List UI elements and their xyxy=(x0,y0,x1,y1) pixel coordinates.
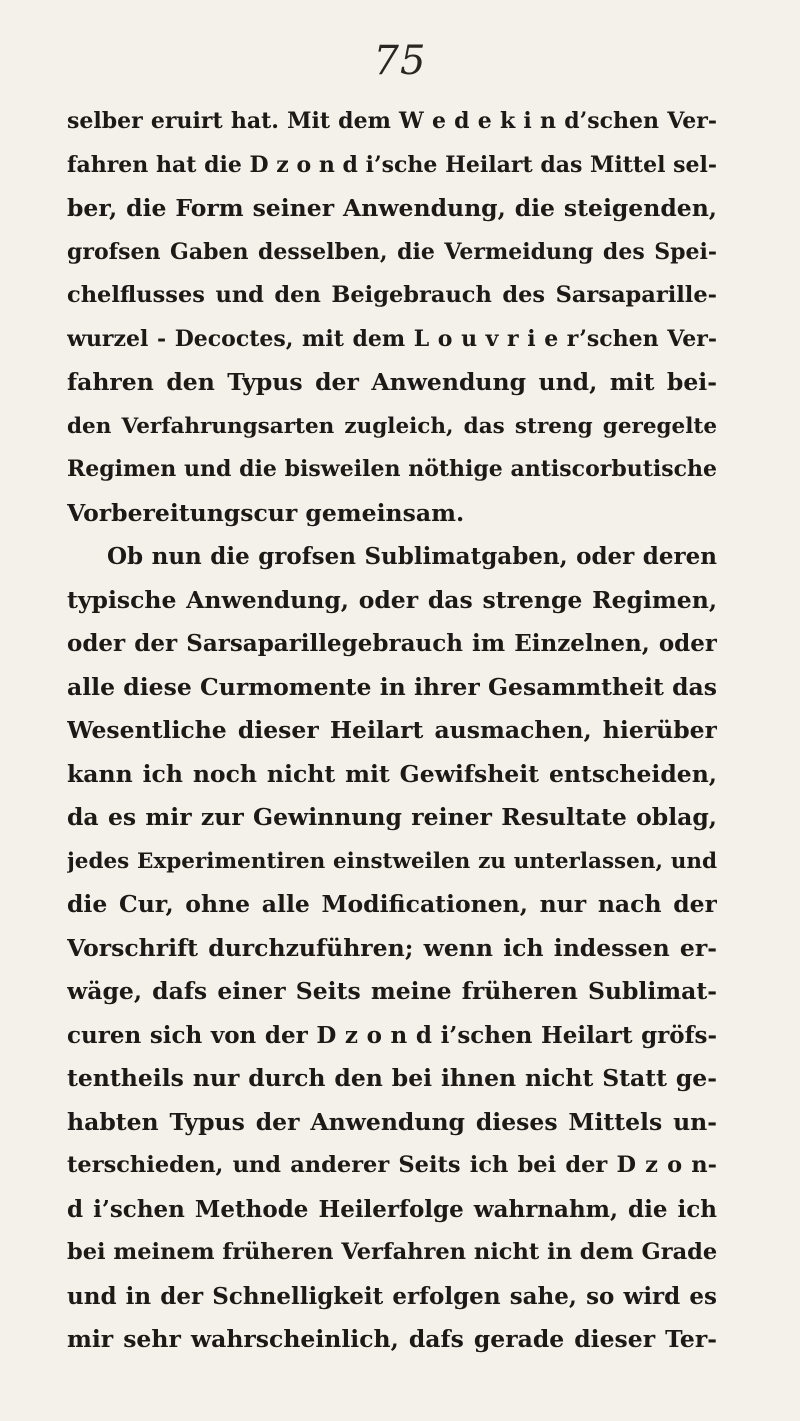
text-line: den Verfahrungsarten zugleich, das streng geregelte xyxy=(67,413,717,439)
text-line: curen sich von der D z o n d i’schen Heilart gröfs- xyxy=(67,1021,717,1049)
text-line: habten Typus der Anwendung dieses Mittels un- xyxy=(67,1107,717,1136)
text-line: Wesentliche dieser Heilart ausmachen, hierüber xyxy=(67,716,717,744)
text-line: fahren den Typus der Anwendung und, mit bei- xyxy=(67,368,717,396)
text-line: tentheils nur durch den bei ihnen nicht Statt ge- xyxy=(67,1064,717,1092)
text-line: grofsen Gaben desselben, die Vermeidung des Spei- xyxy=(67,238,717,265)
text-line: wurzel - Decoctes, mit dem L o u v r i e r’schen Ver- xyxy=(67,325,717,352)
text-line: und in der Schnelligkeit erfolgen sahe, so wird es xyxy=(67,1282,717,1310)
text-line: selber eruirt hat. Mit dem W e d e k i n d’schen Ver- xyxy=(67,108,717,134)
text-line: alle diese Curmomente in ihrer Gesammtheit das xyxy=(67,672,717,701)
text-line: ber, die Form seiner Anwendung, die steigenden, xyxy=(67,194,717,222)
text-line: fahren hat die D z o n d i’sche Heilart das Mittel sel- xyxy=(67,151,717,178)
body-text xyxy=(67,100,717,1362)
text-line: Vorbereitungscur gemeinsam. xyxy=(67,498,465,527)
paragraph-2 xyxy=(67,535,717,1362)
text-line: chelflusses und den Beigebrauch des Sarsaparille- xyxy=(67,282,717,308)
text-line: typische Anwendung, oder das strenge Regimen, xyxy=(67,585,717,614)
text-line: Regimen und die bisweilen nöthige antiscorbutische xyxy=(67,456,717,482)
page-number: 75 xyxy=(373,38,427,84)
text-line: da es mir zur Gewinnung reiner Resultate oblag, xyxy=(67,803,717,831)
text-line: bei meinem früheren Verfahren nicht in dem Grade xyxy=(67,1239,717,1265)
text-line: jedes Experimentiren einstweilen zu unterlassen, und xyxy=(67,848,717,874)
text-line: wäge, dafs einer Seits meine früheren Sublimat- xyxy=(67,977,717,1005)
text-line: d i’schen Methode Heilerfolge wahrnahm, die ich xyxy=(67,1195,717,1223)
text-line: Ob nun die grofsen Sublimatgaben, oder deren xyxy=(107,543,717,570)
text-line: kann ich noch nicht mit Gewifsheit entscheiden, xyxy=(67,759,717,788)
paragraph-1 xyxy=(67,100,717,535)
text-line: mir sehr wahrscheinlich, dafs gerade dieser Ter- xyxy=(67,1325,717,1353)
text-line: Vorschrift durchzuführen; wenn ich indessen er- xyxy=(67,933,717,962)
text-line: oder der Sarsaparillegebrauch im Einzelnen, oder xyxy=(67,630,717,657)
text-line: terschieden, und anderer Seits ich bei der D z o n- xyxy=(67,1152,717,1178)
text-line: die Cur, ohne alle Modificationen, nur nach der xyxy=(67,890,717,918)
